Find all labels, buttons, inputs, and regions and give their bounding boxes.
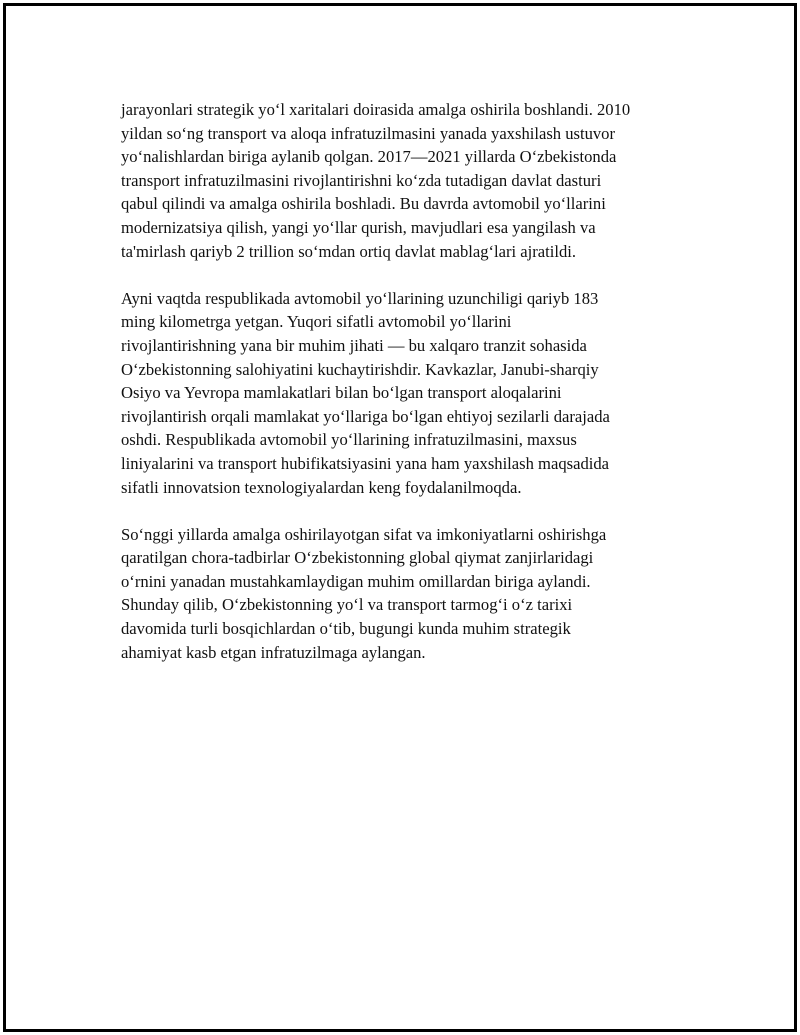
text-line: modernizatsiya qilish, yangi yo‘llar qurish, mavjudlari esa yangilash va [121, 217, 596, 237]
text-line: davomida turli bosqichlardan o‘tib, bugungi kunda muhim strategik [121, 619, 571, 639]
text-line: oshdi. Respublikada avtomobil yo‘llarining infratuzilmasini, maxsus [121, 430, 577, 450]
text-line: O‘zbekistonning salohiyatini kuchaytirishdir. Kavkazlar, Janubi-sharqiy [121, 359, 599, 379]
text-line: ta'mirlash qariyb 2 trillion so‘mdan ortiq davlat mablag‘lari ajratildi. [121, 241, 577, 261]
text-line: Ayni vaqtda respublikada avtomobil yo‘llarining uzunchiligi qariyb 183 [121, 288, 599, 308]
paragraph-3 [121, 523, 706, 665]
text-line: rivojlantirishning yana bir muhim jihati — bu xalqaro tranzit sohasida [121, 335, 587, 355]
text-line: qaratilgan chora-tadbirlar O‘zbekistonning global qiymat zanjirlaridagi [121, 548, 594, 568]
text-line: transport infratuzilmasini rivojlantirishni ko‘zda tutadigan davlat dasturi [121, 170, 602, 190]
text-line: ahamiyat kasb etgan infratuzilmaga aylangan. [121, 642, 426, 662]
text-line: o‘rnini yanadan mustahkamlaydigan muhim omillardan biriga aylandi. [121, 571, 591, 591]
text-line: So‘nggi yillarda amalga oshirilayotgan sifat va imkoniyatlarni oshirishga [121, 524, 607, 544]
text-line: Osiyo va Yevropa mamlakatlari bilan bo‘lgan transport aloqalarini [121, 383, 562, 403]
text-line: jarayonlari strategik yo‘l xaritalari doirasida amalga oshirila boshlandi. 2010 [121, 100, 631, 119]
text-line: yo‘nalishlardan biriga aylanib qolgan. 2017—2021 yillarda O‘zbekistonda [121, 147, 617, 167]
paragraph-2 [121, 287, 706, 499]
page-frame [3, 3, 797, 1032]
text-line: ming kilometrga yetgan. Yuqori sifatli avtomobil yo‘llarini [121, 312, 512, 332]
text-line: Shunday qilib, O‘zbekistonning yo‘l va transport tarmog‘i o‘z tarixi [121, 595, 573, 615]
text-line: sifatli innovatsion texnologiyalardan keng foydalanilmoqda. [121, 477, 522, 497]
paragraph-1 [121, 98, 706, 263]
text-line: rivojlantirish orqali mamlakat yo‘llariga bo‘lgan ehtiyoj sezilarli darajada [121, 406, 610, 426]
text-line: qabul qilindi va amalga oshirila boshladi. Bu davrda avtomobil yo‘llarini [121, 194, 606, 214]
text-line: yildan so‘ng transport va aloqa infratuzilmasini yanada yaxshilash ustuvor [121, 123, 616, 143]
document-body [121, 98, 706, 688]
text-line: liniyalarini va transport hubifikatsiyasini yana ham yaxshilash maqsadida [121, 453, 610, 473]
